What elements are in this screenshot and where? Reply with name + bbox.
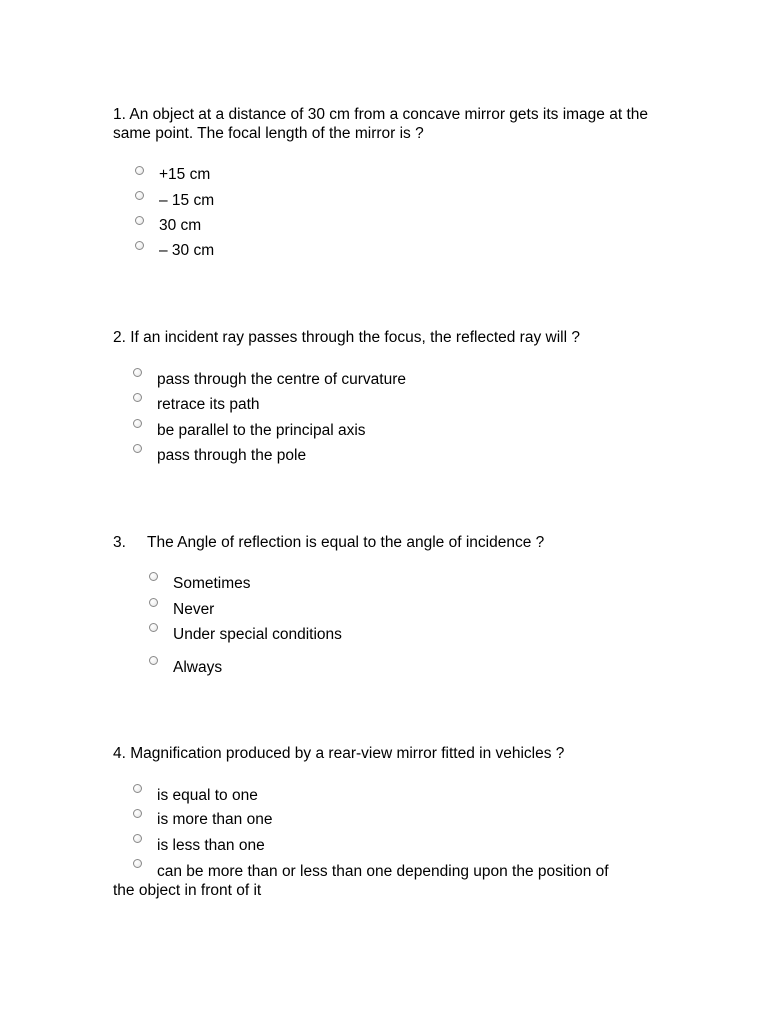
radio-button-icon[interactable] — [133, 368, 142, 377]
option-label-line-2: the object in front of it — [113, 882, 262, 899]
option-label: is equal to one — [157, 787, 258, 804]
option-label: Always — [173, 659, 223, 676]
question-2-text: 2. If an incident ray passes through the focus, the reflected ray will ? — [113, 329, 580, 346]
option-label: Sometimes — [173, 575, 251, 592]
option-label: Never — [173, 601, 215, 618]
question-1 — [113, 105, 683, 143]
radio-button-icon[interactable] — [135, 166, 144, 175]
option-label: – 15 cm — [159, 192, 215, 209]
option-label: +15 cm — [159, 166, 211, 183]
question-4-text: 4. Magnification produced by a rear-view mirror fitted in vehicles ? — [113, 745, 565, 762]
option-label: pass through the pole — [157, 447, 307, 464]
radio-button-icon[interactable] — [133, 784, 142, 793]
option-label-line-1: can be more than or less than one depending upon the position of — [157, 863, 609, 880]
radio-button-icon[interactable] — [149, 598, 158, 607]
option-label: 30 cm — [159, 217, 202, 234]
radio-button-icon[interactable] — [149, 572, 158, 581]
radio-button-icon[interactable] — [133, 834, 142, 843]
question-1-text: 1. An object at a distance of 30 cm from a concave mirror gets its image at the same point. The focal length of the mirror is ? — [113, 106, 653, 142]
radio-button-icon[interactable] — [133, 809, 142, 818]
radio-button-icon[interactable] — [133, 419, 142, 428]
radio-button-icon[interactable] — [133, 393, 142, 402]
option-label: is more than one — [157, 811, 273, 828]
option-label: is less than one — [157, 837, 265, 854]
question-3-text: The Angle of reflection is equal to the angle of incidence ? — [147, 534, 545, 551]
radio-button-icon[interactable] — [133, 444, 142, 453]
radio-button-icon[interactable] — [135, 216, 144, 225]
question-3-number: 3. — [113, 534, 126, 551]
option-label: retrace its path — [157, 396, 260, 413]
option-label: be parallel to the principal axis — [157, 422, 366, 439]
option-label: Under special conditions — [173, 626, 342, 643]
radio-button-icon[interactable] — [133, 859, 142, 868]
option-label: – 30 cm — [159, 242, 215, 259]
radio-button-icon[interactable] — [149, 623, 158, 632]
q4-option-4[interactable] — [113, 859, 693, 903]
question-2 — [113, 328, 683, 347]
radio-button-icon[interactable] — [135, 241, 144, 250]
question-4 — [113, 744, 683, 763]
radio-button-icon[interactable] — [149, 656, 158, 665]
radio-button-icon[interactable] — [135, 191, 144, 200]
option-label: pass through the centre of curvature — [157, 371, 407, 388]
